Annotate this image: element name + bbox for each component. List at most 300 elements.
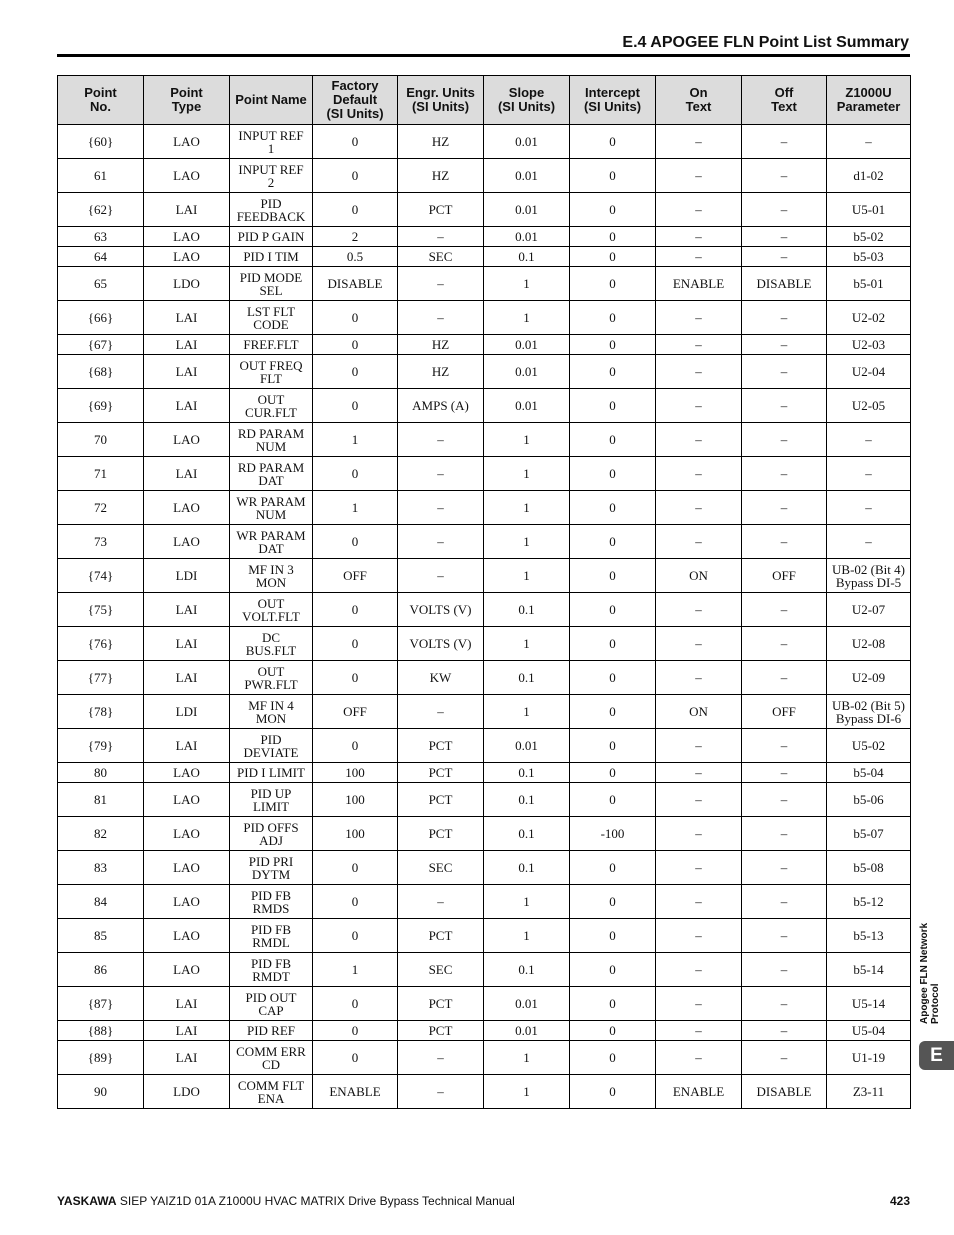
table-cell: 1 — [484, 627, 570, 661]
table-cell: {89} — [58, 1041, 144, 1075]
table-cell: – — [742, 851, 827, 885]
table-cell: – — [656, 389, 742, 423]
table-cell: – — [656, 491, 742, 525]
table-cell: 0 — [570, 525, 656, 559]
table-cell: 0.01 — [484, 193, 570, 227]
table-cell: LAI — [144, 457, 230, 491]
table-cell: – — [742, 783, 827, 817]
table-cell: PID FB RMDT — [230, 953, 313, 987]
table-cell: 85 — [58, 919, 144, 953]
table-row — [58, 125, 911, 159]
table-cell: 100 — [313, 817, 398, 851]
table-cell: COMM FLT ENA — [230, 1075, 313, 1109]
table-cell: b5-08 — [827, 851, 911, 885]
table-cell: 0 — [570, 1021, 656, 1041]
table-cell: 70 — [58, 423, 144, 457]
table-cell: – — [398, 695, 484, 729]
table-cell: UB-02 (Bit 4) Bypass DI-5 — [827, 559, 911, 593]
table-cell: 90 — [58, 1075, 144, 1109]
table-cell: – — [656, 525, 742, 559]
table-cell: – — [656, 593, 742, 627]
table-cell: – — [742, 125, 827, 159]
table-cell: 0 — [570, 423, 656, 457]
table-cell: 61 — [58, 159, 144, 193]
table-cell: PID I TIM — [230, 247, 313, 267]
table-cell: DISABLE — [742, 267, 827, 301]
table-cell: COMM ERR CD — [230, 1041, 313, 1075]
table-cell: PCT — [398, 817, 484, 851]
table-cell: 0 — [570, 729, 656, 763]
table-body — [58, 125, 911, 1109]
table-cell: 0.1 — [484, 783, 570, 817]
table-cell: – — [742, 817, 827, 851]
table-cell: U2-02 — [827, 301, 911, 335]
table-cell: PID FB RMDL — [230, 919, 313, 953]
table-row — [58, 627, 911, 661]
table-cell: SEC — [398, 953, 484, 987]
table-cell: OFF — [313, 695, 398, 729]
table-cell: – — [656, 193, 742, 227]
table-cell: 0 — [570, 851, 656, 885]
table-cell: U5-01 — [827, 193, 911, 227]
table-cell: – — [827, 125, 911, 159]
table-cell: {87} — [58, 987, 144, 1021]
table-cell: {77} — [58, 661, 144, 695]
table-cell: 0.5 — [313, 247, 398, 267]
table-cell: LAI — [144, 987, 230, 1021]
table-cell: – — [656, 729, 742, 763]
table-cell: LAO — [144, 525, 230, 559]
table-cell: 0 — [570, 661, 656, 695]
table-cell: PID FB RMDS — [230, 885, 313, 919]
table-cell: – — [398, 559, 484, 593]
table-cell: LAI — [144, 389, 230, 423]
table-cell: – — [398, 267, 484, 301]
table-cell: 0 — [570, 627, 656, 661]
table-cell: – — [742, 423, 827, 457]
table-cell: LST FLT CODE — [230, 301, 313, 335]
table-cell: – — [656, 159, 742, 193]
column-header: Point Name — [230, 76, 313, 125]
table-cell: 0 — [313, 389, 398, 423]
table-cell: 0 — [313, 301, 398, 335]
table-row — [58, 1021, 911, 1041]
table-cell: LAI — [144, 1041, 230, 1075]
table-cell: – — [656, 783, 742, 817]
table-cell: LAI — [144, 335, 230, 355]
table-cell: – — [742, 1021, 827, 1041]
table-cell: – — [656, 247, 742, 267]
table-row — [58, 423, 911, 457]
table-cell: – — [398, 525, 484, 559]
table-row — [58, 247, 911, 267]
table-cell: {74} — [58, 559, 144, 593]
table-row — [58, 919, 911, 953]
table-cell: PID DEVIATE — [230, 729, 313, 763]
table-cell: PID P GAIN — [230, 227, 313, 247]
table-row — [58, 817, 911, 851]
table-cell: HZ — [398, 125, 484, 159]
table-cell: {69} — [58, 389, 144, 423]
table-cell: 0 — [570, 593, 656, 627]
table-cell: – — [742, 301, 827, 335]
table-cell: – — [398, 457, 484, 491]
table-cell: {88} — [58, 1021, 144, 1041]
table-cell: b5-02 — [827, 227, 911, 247]
table-cell: LAO — [144, 851, 230, 885]
table-cell: – — [742, 389, 827, 423]
table-cell: – — [656, 953, 742, 987]
table-cell: RD PARAM NUM — [230, 423, 313, 457]
table-cell: 0 — [313, 661, 398, 695]
table-cell: {78} — [58, 695, 144, 729]
table-cell: 0 — [570, 389, 656, 423]
table-cell: 1 — [484, 919, 570, 953]
table-cell: 83 — [58, 851, 144, 885]
table-cell: 0 — [570, 763, 656, 783]
table-cell: – — [656, 227, 742, 247]
section-title: E.4 APOGEE FLN Point List Summary — [622, 34, 909, 51]
table-cell: – — [656, 851, 742, 885]
table-cell: 0 — [570, 953, 656, 987]
table-row — [58, 457, 911, 491]
column-header: Engr. Units (SI Units) — [398, 76, 484, 125]
table-cell: LAO — [144, 783, 230, 817]
table-cell: 1 — [484, 525, 570, 559]
table-cell: ENABLE — [313, 1075, 398, 1109]
table-cell: – — [656, 457, 742, 491]
table-cell: OUT FREQ FLT — [230, 355, 313, 389]
table-cell: PID OFFS ADJ — [230, 817, 313, 851]
table-cell: OFF — [742, 559, 827, 593]
table-cell: U2-03 — [827, 335, 911, 355]
table-cell: 0 — [570, 919, 656, 953]
table-cell: 0.01 — [484, 355, 570, 389]
table-cell: 0 — [570, 695, 656, 729]
table-cell: 0 — [570, 885, 656, 919]
table-cell: 1 — [313, 491, 398, 525]
table-cell: 1 — [484, 267, 570, 301]
table-cell: – — [398, 491, 484, 525]
table-cell: – — [398, 885, 484, 919]
footer-manual-title: SIEP YAIZ1D 01A Z1000U HVAC MATRIX Drive Bypass Technical Manual — [119, 1194, 515, 1208]
table-cell: – — [742, 193, 827, 227]
table-cell: b5-12 — [827, 885, 911, 919]
table-cell: LAO — [144, 817, 230, 851]
table-cell: 0 — [313, 125, 398, 159]
table-cell: ENABLE — [656, 1075, 742, 1109]
table-cell: HZ — [398, 335, 484, 355]
table-cell: LAO — [144, 423, 230, 457]
table-cell: {60} — [58, 125, 144, 159]
table-cell: 1 — [313, 423, 398, 457]
table-cell: LAI — [144, 301, 230, 335]
table-cell: LAO — [144, 919, 230, 953]
table-cell: LAI — [144, 193, 230, 227]
table-cell: PID I LIMIT — [230, 763, 313, 783]
table-cell: 100 — [313, 763, 398, 783]
table-cell: 64 — [58, 247, 144, 267]
table-cell: 1 — [484, 1075, 570, 1109]
table-cell: LDO — [144, 1075, 230, 1109]
table-cell: ON — [656, 695, 742, 729]
chapter-tab[interactable]: E — [919, 1041, 954, 1070]
table-cell: 0 — [570, 559, 656, 593]
table-cell: VOLTS (V) — [398, 627, 484, 661]
table-cell: OFF — [742, 695, 827, 729]
table-cell: – — [827, 491, 911, 525]
table-cell: 1 — [484, 1041, 570, 1075]
table-cell: 0 — [313, 193, 398, 227]
table-cell: LDO — [144, 267, 230, 301]
table-cell: – — [742, 729, 827, 763]
table-cell: 73 — [58, 525, 144, 559]
table-cell: – — [742, 457, 827, 491]
table-cell: WR PARAM DAT — [230, 525, 313, 559]
table-cell: 0 — [313, 159, 398, 193]
table-cell: – — [656, 661, 742, 695]
table-row — [58, 783, 911, 817]
table-cell: 0.01 — [484, 389, 570, 423]
table-cell: 0 — [313, 987, 398, 1021]
table-cell: 0 — [313, 919, 398, 953]
table-cell: – — [742, 525, 827, 559]
table-cell: – — [827, 423, 911, 457]
table-cell: 63 — [58, 227, 144, 247]
table-cell: U2-09 — [827, 661, 911, 695]
table-cell: DISABLE — [313, 267, 398, 301]
table-cell: Z3-11 — [827, 1075, 911, 1109]
table-cell: 0 — [570, 227, 656, 247]
table-cell: LAI — [144, 729, 230, 763]
table-cell: 0 — [570, 355, 656, 389]
table-cell: – — [742, 355, 827, 389]
table-cell: SEC — [398, 247, 484, 267]
table-cell: 1 — [484, 491, 570, 525]
table-cell: 0 — [313, 355, 398, 389]
table-cell: ON — [656, 559, 742, 593]
column-header: Z1000U Parameter — [827, 76, 911, 125]
table-cell: 0.1 — [484, 851, 570, 885]
table-cell: LAO — [144, 491, 230, 525]
table-cell: 0 — [313, 627, 398, 661]
table-row — [58, 193, 911, 227]
table-cell: – — [656, 919, 742, 953]
table-cell: LAO — [144, 247, 230, 267]
table-cell: 0 — [313, 1041, 398, 1075]
table-cell: 0.01 — [484, 125, 570, 159]
table-cell: 1 — [484, 559, 570, 593]
table-cell: – — [398, 1075, 484, 1109]
footer-brand: YASKAWA — [57, 1194, 117, 1208]
table-row — [58, 661, 911, 695]
table-cell: 0.01 — [484, 227, 570, 247]
table-cell: – — [656, 987, 742, 1021]
table-cell: {68} — [58, 355, 144, 389]
table-cell: HZ — [398, 355, 484, 389]
table-cell: LAI — [144, 627, 230, 661]
table-cell: LAO — [144, 125, 230, 159]
table-cell: 0.01 — [484, 987, 570, 1021]
table-cell: 0 — [570, 247, 656, 267]
table-cell: PID UP LIMIT — [230, 783, 313, 817]
table-cell: KW — [398, 661, 484, 695]
table-cell: U5-14 — [827, 987, 911, 1021]
table-cell: LAI — [144, 1021, 230, 1041]
table-cell: LAO — [144, 159, 230, 193]
table-cell: DISABLE — [742, 1075, 827, 1109]
table-cell: {66} — [58, 301, 144, 335]
side-tab-label: Apogee FLN Network Protocol — [919, 922, 941, 1024]
table-cell: MF IN 4 MON — [230, 695, 313, 729]
table-cell: WR PARAM NUM — [230, 491, 313, 525]
table-cell: 71 — [58, 457, 144, 491]
table-cell: – — [742, 885, 827, 919]
table-cell: 82 — [58, 817, 144, 851]
column-header: Point No. — [58, 76, 144, 125]
table-cell: 80 — [58, 763, 144, 783]
table-cell: 0 — [570, 335, 656, 355]
table-cell: – — [742, 227, 827, 247]
table-cell: PCT — [398, 193, 484, 227]
table-cell: d1-02 — [827, 159, 911, 193]
table-row — [58, 729, 911, 763]
table-cell: -100 — [570, 817, 656, 851]
table-cell: 0 — [570, 301, 656, 335]
table-row — [58, 885, 911, 919]
table-cell: – — [398, 301, 484, 335]
table-cell: 0.1 — [484, 661, 570, 695]
table-cell: – — [398, 423, 484, 457]
table-cell: VOLTS (V) — [398, 593, 484, 627]
table-cell: 65 — [58, 267, 144, 301]
table-cell: INPUT REF 2 — [230, 159, 313, 193]
column-header: Off Text — [742, 76, 827, 125]
table-cell: 0 — [570, 1041, 656, 1075]
header-rule — [57, 54, 910, 57]
table-cell: LAO — [144, 763, 230, 783]
table-cell: 0 — [570, 783, 656, 817]
table-cell: 0 — [313, 335, 398, 355]
column-header: Factory Default (SI Units) — [313, 76, 398, 125]
table-cell: RD PARAM DAT — [230, 457, 313, 491]
table-cell: b5-01 — [827, 267, 911, 301]
table-cell: 0 — [570, 159, 656, 193]
table-cell: 1 — [313, 953, 398, 987]
table-cell: U2-05 — [827, 389, 911, 423]
table-cell: 0 — [570, 1075, 656, 1109]
table-cell: INPUT REF 1 — [230, 125, 313, 159]
table-cell: U2-04 — [827, 355, 911, 389]
table-cell: {75} — [58, 593, 144, 627]
table-row — [58, 355, 911, 389]
table-cell: LAI — [144, 661, 230, 695]
table-cell: MF IN 3 MON — [230, 559, 313, 593]
table-row — [58, 301, 911, 335]
table-cell: PCT — [398, 919, 484, 953]
table-cell: OUT CUR.FLT — [230, 389, 313, 423]
table-cell: – — [398, 1041, 484, 1075]
table-cell: – — [742, 987, 827, 1021]
table-cell: 1 — [484, 301, 570, 335]
table-row — [58, 695, 911, 729]
table-cell: – — [656, 885, 742, 919]
table-cell: LDI — [144, 559, 230, 593]
table-cell: 0 — [570, 457, 656, 491]
table-cell: 1 — [484, 885, 570, 919]
table-cell: {79} — [58, 729, 144, 763]
table-row — [58, 267, 911, 301]
table-row — [58, 953, 911, 987]
column-header: Slope (SI Units) — [484, 76, 570, 125]
table-row — [58, 1075, 911, 1109]
table-row — [58, 227, 911, 247]
table-cell: 0 — [570, 193, 656, 227]
table-cell: U1-19 — [827, 1041, 911, 1075]
table-cell: – — [742, 1041, 827, 1075]
table-cell: – — [827, 457, 911, 491]
table-cell: LAO — [144, 953, 230, 987]
table-cell: LAI — [144, 355, 230, 389]
table-row — [58, 593, 911, 627]
table-cell: 0 — [570, 125, 656, 159]
table-row — [58, 159, 911, 193]
table-cell: PID FEEDBACK — [230, 193, 313, 227]
table-cell: 0 — [570, 987, 656, 1021]
table-row — [58, 335, 911, 355]
table-row — [58, 525, 911, 559]
table-cell: 0 — [570, 491, 656, 525]
table-cell: 72 — [58, 491, 144, 525]
page-footer — [57, 1194, 910, 1208]
table-cell: U5-04 — [827, 1021, 911, 1041]
table-cell: – — [742, 919, 827, 953]
table-cell: – — [656, 355, 742, 389]
table-cell: 0.01 — [484, 159, 570, 193]
table-cell: 0 — [313, 1021, 398, 1041]
table-cell: PCT — [398, 987, 484, 1021]
table-cell: 0.1 — [484, 763, 570, 783]
table-cell: PID OUT CAP — [230, 987, 313, 1021]
table-cell: OUT VOLT.FLT — [230, 593, 313, 627]
point-list-table — [57, 75, 911, 1109]
table-cell: – — [742, 661, 827, 695]
table-cell: LAO — [144, 227, 230, 247]
table-cell: b5-14 — [827, 953, 911, 987]
table-cell: PID REF — [230, 1021, 313, 1041]
table-cell: – — [742, 763, 827, 783]
page-number: 423 — [889, 1194, 910, 1208]
table-cell: 0 — [313, 851, 398, 885]
table-cell: 86 — [58, 953, 144, 987]
table-cell: 0 — [313, 593, 398, 627]
table-cell: 0 — [313, 729, 398, 763]
table-cell: U2-07 — [827, 593, 911, 627]
table-cell: UB-02 (Bit 5) Bypass DI-6 — [827, 695, 911, 729]
table-cell: – — [656, 1021, 742, 1041]
table-cell: 0.01 — [484, 729, 570, 763]
table-cell: U2-08 — [827, 627, 911, 661]
table-cell: HZ — [398, 159, 484, 193]
table-cell: 0.01 — [484, 1021, 570, 1041]
table-cell: {62} — [58, 193, 144, 227]
table-cell: – — [742, 247, 827, 267]
table-cell: – — [656, 125, 742, 159]
table-cell: 1 — [484, 423, 570, 457]
table-cell: 2 — [313, 227, 398, 247]
table-cell: OFF — [313, 559, 398, 593]
table-cell: 0 — [570, 267, 656, 301]
